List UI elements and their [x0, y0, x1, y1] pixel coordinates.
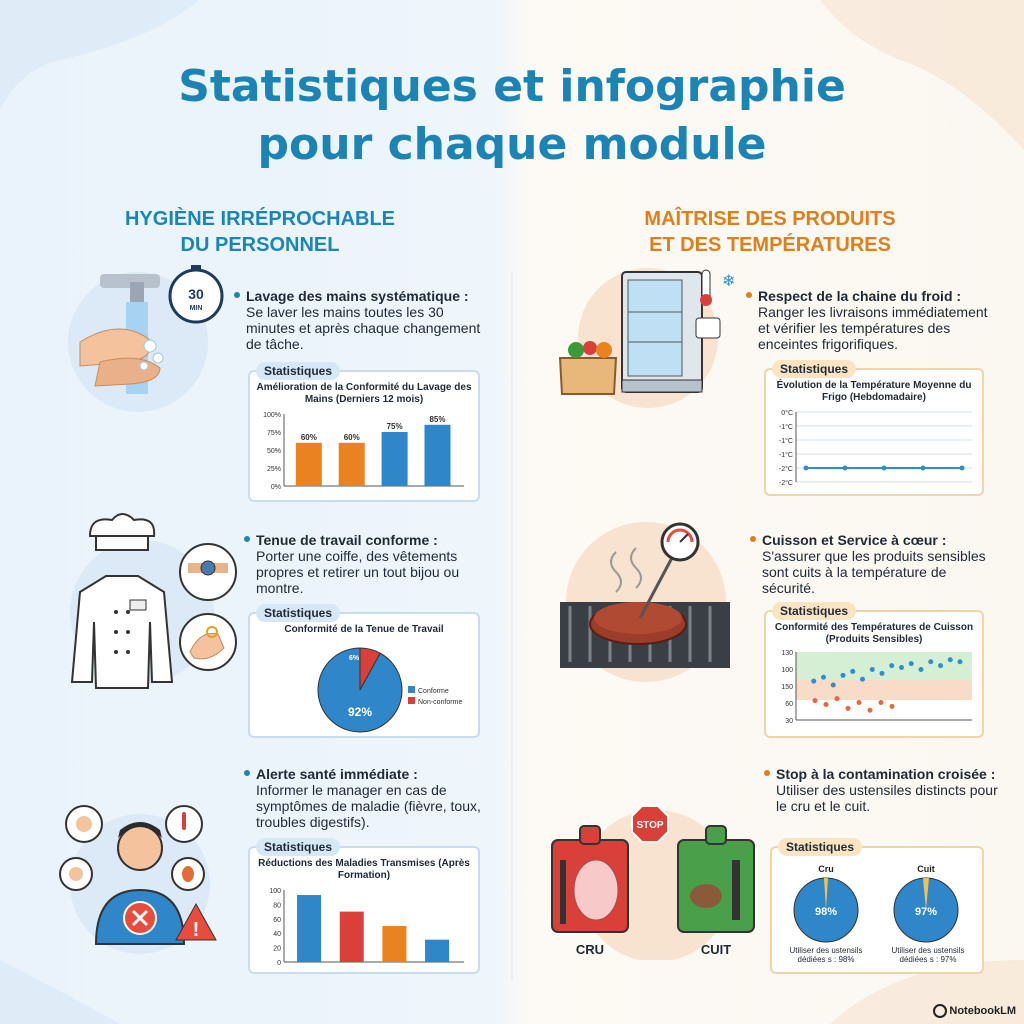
stats-tag: Statistiques [772, 602, 856, 620]
scatter-point [890, 704, 895, 709]
cutting-boards-icon [546, 796, 760, 960]
chart-title-uniform: Conformité de la Tenue de Travail [284, 624, 444, 635]
timer-value: 30 [188, 286, 204, 302]
stop-sign-label: STOP [636, 820, 664, 831]
data-point [960, 466, 965, 471]
bar [382, 926, 406, 962]
scatter-point [909, 661, 914, 666]
y-tick-label: -2°C [778, 466, 793, 473]
bar [425, 940, 449, 962]
scatter-point [958, 659, 963, 664]
data-point [804, 466, 809, 471]
y-tick-label: 0 [277, 960, 281, 967]
bar [382, 432, 408, 486]
module-health-heading: Alerte santé immédiate : [256, 766, 418, 782]
scatter-point [948, 657, 953, 662]
legend-swatch [408, 686, 415, 693]
scatter-point [811, 679, 816, 684]
scatter-point [899, 665, 904, 670]
y-tick-label: -1°C [778, 438, 793, 445]
module-handwash-body: Se laver les mains toutes les 30 minutes et après chaque changement de tâche. [246, 304, 481, 352]
left-section-title-line1: HYGIÈNE IRRÉPROCHABLE [124, 208, 396, 230]
bar-data-label: 60% [300, 432, 317, 442]
note-cuit: Utiliser des ustensils dédiées s : 97% [891, 946, 965, 964]
scatter-point [860, 677, 865, 682]
stats-card-cross [770, 840, 984, 974]
stats-tag: Statistiques [778, 838, 862, 856]
board-label-cru: CRU [575, 942, 605, 957]
stats-tag: Statistiques [256, 362, 340, 380]
scatter-point [880, 671, 885, 676]
module-health-text [244, 766, 486, 830]
page-subtitle: pour chaque module [257, 119, 767, 170]
y-tick-label: -1°C [778, 452, 793, 459]
scatter-point [938, 663, 943, 668]
pie-data-label: 97% [914, 906, 938, 918]
scatter-point [846, 706, 851, 711]
module-uniform-text [244, 532, 476, 596]
module-fridge-text [746, 288, 1002, 352]
brand-icon [933, 1004, 947, 1018]
stats-card-cooking [764, 604, 984, 738]
scatter-point [870, 667, 875, 672]
handwashing-icon [60, 262, 230, 412]
note-cru: Utiliser des ustensils dédiées s : 98% [789, 946, 863, 964]
scatter-point [919, 667, 924, 672]
module-cooking-body: S'assurer que les produits sensibles sont cuits à la température de sécurité. [762, 548, 986, 596]
module-cross-text [764, 766, 1004, 814]
module-fridge-heading: Respect de la chaine du froid : [758, 288, 962, 304]
y-tick-label: -2°C [778, 480, 793, 487]
fridge-icon [556, 262, 736, 412]
y-tick-label: 130 [781, 650, 793, 657]
y-tick-label: 20 [273, 945, 281, 953]
bar-data-label: 60% [343, 432, 360, 442]
y-tick-label: 60 [785, 701, 793, 708]
module-handwash-text [234, 288, 482, 352]
chart-cooking [766, 646, 982, 734]
chart-title-handwash: Amélioration de la Conformité du Lavage des Mains (Derniers 12 mois) [256, 382, 472, 405]
bar-data-label: 85% [429, 414, 446, 424]
stopwatch-icon [170, 265, 222, 322]
module-uniform-heading: Tenue de travail conforme : [256, 532, 438, 548]
scatter-point [868, 708, 873, 713]
watch-crossed-icon [180, 544, 236, 600]
svg-text:❄: ❄ [722, 273, 736, 290]
chart-cross [772, 858, 982, 946]
pie-title: Cru [818, 864, 834, 874]
bar [297, 895, 321, 962]
scatter-point [850, 669, 855, 674]
scatter-point [813, 698, 818, 703]
band-red [796, 680, 972, 700]
brand-label: NotebookLM [933, 1004, 1016, 1018]
module-cooking-heading: Cuisson et Service à cœur : [762, 532, 947, 548]
module-cross-body: Utiliser des ustensiles distincts pour le cru et le cuit. [776, 782, 998, 814]
module-uniform-body: Porter une coiffe, des vêtements propres et retirer un tout bijou ou montre. [256, 548, 460, 596]
board-label-cuit: CUIT [700, 942, 732, 957]
scatter-point [879, 700, 884, 705]
y-tick-label: 100 [781, 667, 793, 674]
bar-data-label: 75% [386, 422, 403, 431]
scatter-point [831, 683, 836, 688]
svg-text:!: ! [192, 919, 200, 941]
data-point [921, 466, 926, 471]
y-tick-label: 40 [273, 931, 281, 939]
y-tick-label: 100 [269, 888, 281, 895]
stats-tag: Statistiques [256, 838, 340, 856]
chef-uniform-icon [60, 512, 240, 702]
module-cross-heading: Stop à la contamination croisée : [776, 766, 996, 782]
y-tick-label: 80 [273, 902, 281, 910]
stats-card-handwash [248, 364, 480, 502]
y-tick-label: -1°C [778, 424, 793, 431]
y-tick-label: 50% [266, 448, 281, 455]
scatter-point [841, 673, 846, 678]
right-section-title-line2: ET DES TEMPÉRATURES [649, 234, 891, 256]
page-title: Statistiques et infographie [178, 61, 846, 112]
y-tick-label: 60 [273, 916, 281, 924]
legend-label: Conforme [418, 688, 449, 695]
chart-title-health: Réductions des Maladies Transmises (Après Formation) [258, 858, 470, 881]
pie-data-label: 98% [814, 906, 838, 918]
y-tick-label: 75% [266, 430, 281, 437]
left-section-title-line2: DU PERSONNEL [180, 234, 340, 256]
grill-thermometer-icon [556, 512, 736, 682]
chart-uniform [250, 638, 478, 734]
stats-card-uniform [248, 606, 480, 738]
sick-person-icon [56, 794, 226, 954]
y-tick-label: 25% [266, 466, 281, 473]
stats-card-fridge [764, 362, 984, 496]
right-section-title-line1: MAÎTRISE DES PRODUITS [644, 208, 896, 230]
y-tick-label: 150 [781, 684, 793, 691]
bar [339, 443, 365, 486]
pie-slice [318, 648, 402, 732]
legend-label: Non-conforme [418, 699, 463, 706]
scatter-point [821, 675, 826, 680]
scatter-point [857, 700, 862, 705]
pie-data-label: 6% [348, 655, 360, 662]
ring-removal-icon [180, 614, 236, 670]
timer-unit: MIN [189, 305, 203, 312]
module-health-body: Informer le manager en cas de symptômes de maladie (fièvre, toux, troubles digestifs). [256, 782, 481, 830]
y-tick-label: 100% [263, 412, 281, 419]
chart-title-fridge: Évolution de la Température Moyenne du Frigo (Hebdomadaire) [776, 380, 972, 403]
y-tick-label: 30 [785, 718, 793, 725]
stats-card-health [248, 840, 480, 974]
bar [424, 425, 450, 486]
module-handwash-heading: Lavage des mains systématique : [246, 288, 469, 304]
module-cooking-text [750, 532, 990, 596]
y-tick-label: 0% [270, 484, 281, 491]
chart-health [250, 882, 478, 970]
scatter-point [889, 663, 894, 668]
scatter-point [824, 702, 829, 707]
scatter-point [835, 696, 840, 701]
pie-title: Cuit [917, 864, 935, 874]
stats-tag: Statistiques [256, 604, 340, 622]
scatter-point [928, 659, 933, 664]
y-tick-label: 0°C [781, 410, 793, 417]
pie-data-label: 92% [347, 705, 373, 719]
legend-swatch [408, 697, 415, 704]
data-point [882, 466, 887, 471]
chart-fridge [766, 404, 982, 492]
chart-handwash [250, 406, 478, 496]
chart-title-cooking: Conformité des Températures de Cuisson (Produits Sensibles) [774, 622, 974, 645]
bar [340, 912, 364, 962]
module-fridge-body: Ranger les livraisons immédiatement et vérifier les températures des enceintes frigorifiques. [758, 304, 988, 352]
stats-tag: Statistiques [772, 360, 856, 378]
bar [296, 443, 322, 486]
data-point [843, 466, 848, 471]
